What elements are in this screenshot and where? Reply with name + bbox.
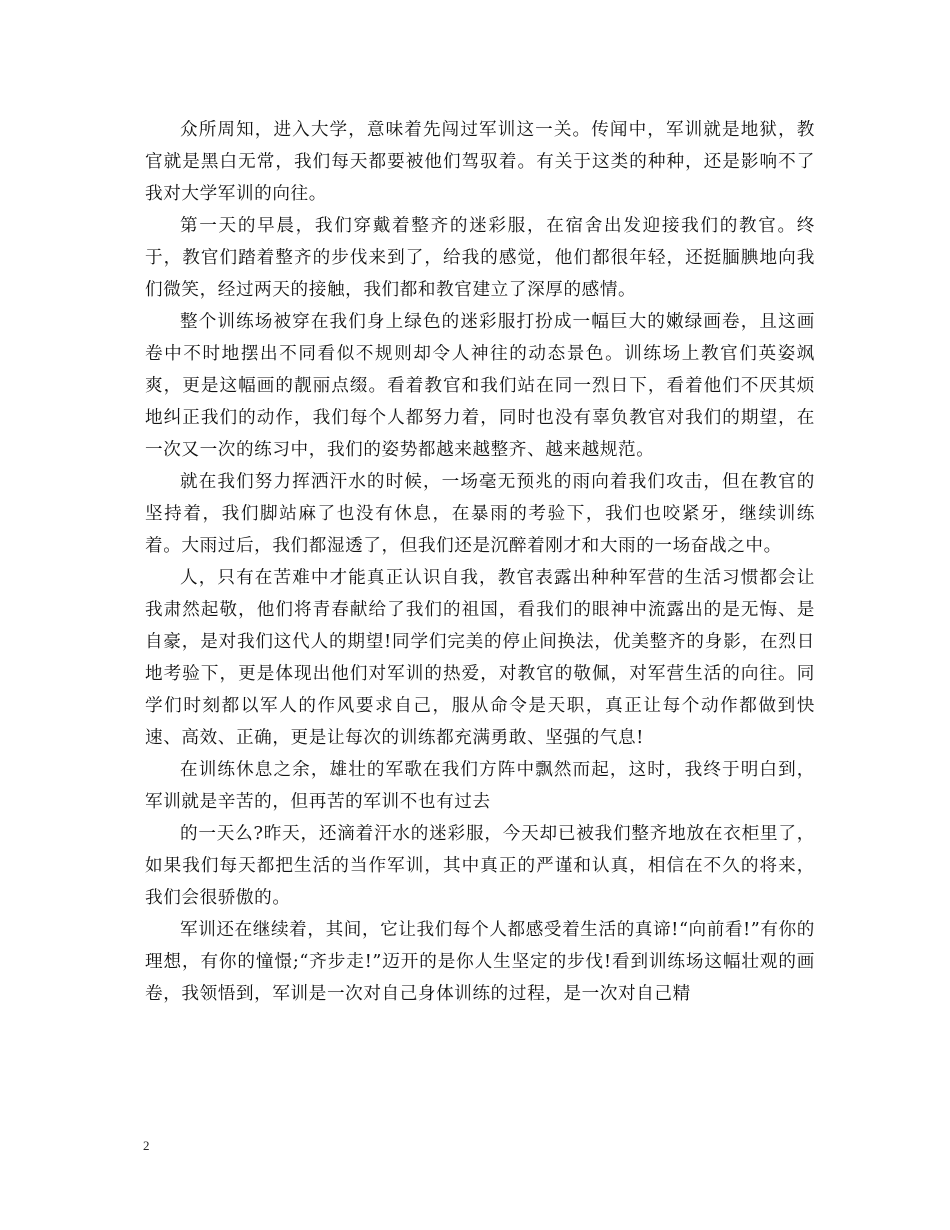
paragraph: 众所周知，进入大学，意味着先闯过军训这一关。传闻中，军训就是地狱，教官就是黑白无常，我们每天都要被他们驾驭着。有关于这类的种种，还是影响不了我对大学军训的向往。: [145, 120, 815, 204]
paragraph: 军训还在继续着，其间，它让我们每个人都感受着生活的真谛!“向前看!”有你的理想，有你的憧憬;“齐步走!”迈开的是你人生坚定的步伐!看到训练场这幅壮观的画卷，我领悟到，军训是一次对自己身体训练的过程，是一次对自己精: [145, 920, 815, 1004]
page-number: 2: [143, 1138, 150, 1153]
paragraph: 在训练休息之余，雄壮的军歌在我们方阵中飘然而起，这时，我终于明白到，军训就是辛苦的，但再苦的军训不也有过去: [145, 760, 815, 812]
paragraph: 整个训练场被穿在我们身上绿色的迷彩服打扮成一幅巨大的嫩绿画卷，且这画卷中不时地摆出不同看似不规则却令人神往的动态景色。训练场上教官们英姿飒爽，更是这幅画的靓丽点缀。看着教官和我们站在同一烈日下，看着他们不厌其烦地纠正我们的动作，我们每个人都努力着，同时也没有辜负教官对我们的期望，在一次又一次的练习中，我们的姿势都越来越整齐、越来越规范。: [145, 312, 815, 460]
paragraph: 的一天么?昨天，还滴着汗水的迷彩服，今天却已被我们整齐地放在衣柜里了，如果我们每天都把生活的当作军训，其中真正的严谨和认真，相信在不久的将来，我们会很骄傲的。: [145, 824, 815, 908]
paragraph: 人，只有在苦难中才能真正认识自我，教官表露出种种军营的生活习惯都会让我肃然起敬，他们将青春献给了我们的祖国，看我们的眼神中流露出的是无悔、是自豪，是对我们这代人的期望!同学们完美的停止间换法，优美整齐的身影，在烈日地考验下，更是体现出他们对军训的热爱，对教官的敬佩，对军营生活的向往。同学们时刻都以军人的作风要求自己，服从命令是天职，真正让每个动作都做到快速、高效、正确，更是让每次的训练都充满勇敢、坚强的气息!: [145, 568, 815, 748]
body-text: [145, 114, 815, 1010]
paragraph: 第一天的早晨，我们穿戴着整齐的迷彩服，在宿舍出发迎接我们的教官。终于，教官们踏着整齐的步伐来到了，给我的感觉，他们都很年轻，还挺腼腆地向我们微笑，经过两天的接触，我们都和教官建立了深厚的感情。: [145, 216, 815, 300]
paragraph: 就在我们努力挥洒汗水的时候，一场毫无预兆的雨向着我们攻击，但在教官的坚持着，我们脚站麻了也没有休息，在暴雨的考验下，我们也咬紧牙，继续训练着。大雨过后，我们都湿透了，但我们还是沉醉着刚才和大雨的一场奋战之中。: [145, 472, 815, 556]
